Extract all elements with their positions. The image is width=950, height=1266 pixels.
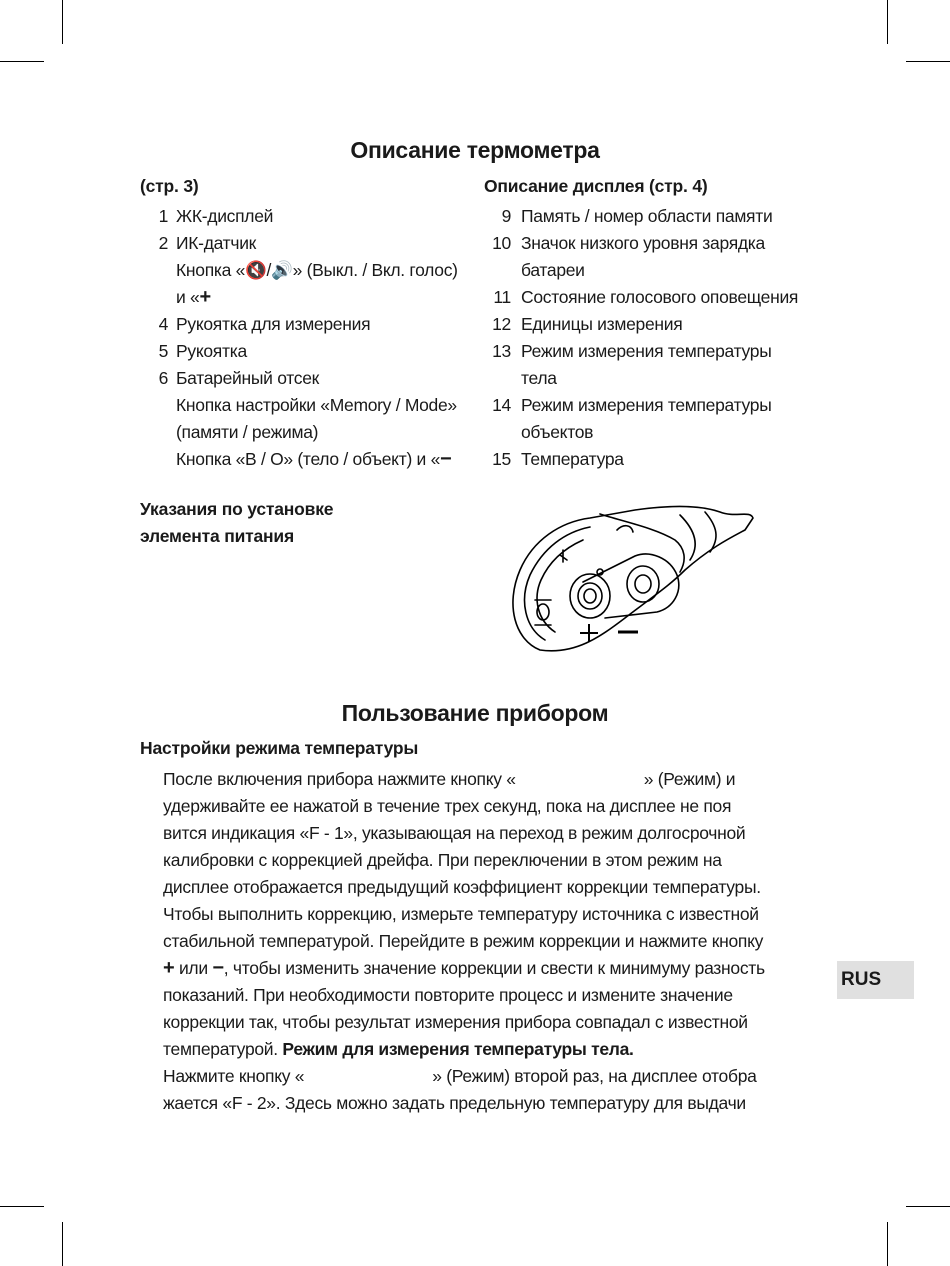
- list-item: Кнопка «B / O» (тело / объект) и « −: [140, 446, 458, 473]
- language-tab: RUS: [837, 961, 914, 999]
- list-item: и « +: [140, 284, 458, 311]
- plus-icon: +: [199, 286, 211, 308]
- list-item: тела: [521, 368, 557, 388]
- list-item: 11 Состояние голосового оповещения: [493, 287, 799, 307]
- settings-paragraph: После включения прибора нажмите кнопку « » (Режим) и удерживайте ее нажатой в течение трех секунд, пока на дисплее не поя вится индикация «F - 1», указывающая на переход в режим долгосрочной калибровки с коррекцией дрейфа. При переключении в этом режим на дисплее отображается предыдущий коэффициент коррекции температуры. Чтобы выполнить коррекцию, измерьте температуру источника с известной стабильной температурой. Перейдите в режим коррекции и нажмите кнопку + или −, чтобы изменить значение коррекции и свести к минимуму разность показаний. При необходимости повторите процесс и измените значение коррекции так, чтобы результат измерения прибора совпадал с известной температурой. Режим для измерения температуры тела. Нажмите кнопку « » (Режим) второй раз, на дисплее отобра жается «F - 2». Здесь можно задать предельную температуру для выдачи: [163, 769, 765, 1113]
- battery-heading: Указания по установке элемента питания: [140, 499, 334, 546]
- page-title: Описание термометра: [350, 137, 600, 163]
- left-column-heading: (стр. 3): [140, 176, 199, 196]
- crop-mark: [0, 1206, 44, 1207]
- list-item: Кнопка «🔇/🔊» (Выкл. / Вкл. голос): [176, 260, 458, 280]
- battery-compartment-illustration: [505, 500, 755, 660]
- list-item: 5 Рукоятка: [158, 341, 247, 361]
- list-item: 14 Режим измерения температуры: [492, 395, 772, 415]
- right-column-heading: Описание дисплея (стр. 4): [484, 176, 708, 196]
- crop-mark: [62, 0, 63, 44]
- minus-icon: −: [212, 957, 224, 979]
- list-item: 4 Рукоятка для измерения: [158, 314, 371, 334]
- list-item: 6 Батарейный отсек: [158, 368, 320, 388]
- list-item: 15 Температура: [492, 449, 624, 469]
- minus-icon: −: [440, 448, 452, 470]
- right-item-list: [477, 203, 798, 473]
- list-item: батареи: [521, 260, 585, 280]
- crop-mark: [62, 1222, 63, 1266]
- list-item: 10 Значок низкого уровня зарядка: [492, 233, 765, 253]
- list-item: 13 Режим измерения температуры: [492, 341, 772, 361]
- list-item: Кнопка настройки «Memory / Mode»: [176, 395, 457, 415]
- list-item: (памяти / режима): [176, 422, 319, 442]
- settings-heading: Настройки режима температуры: [140, 738, 419, 758]
- plus-icon: +: [163, 957, 175, 979]
- crop-mark: [906, 61, 950, 62]
- section-title: Пользование прибором: [341, 700, 609, 726]
- list-item: объектов: [521, 422, 594, 442]
- list-item: 9 Память / номер области памяти: [501, 206, 773, 226]
- crop-mark: [887, 0, 888, 44]
- crop-mark: [887, 1222, 888, 1266]
- crop-mark: [906, 1206, 950, 1207]
- list-item: 12 Единицы измерения: [492, 314, 683, 334]
- list-item: 2 ИК-датчик: [158, 233, 257, 253]
- list-item: 1 ЖК-дисплей: [158, 206, 274, 226]
- left-item-list: [140, 203, 458, 473]
- crop-mark: [0, 61, 44, 62]
